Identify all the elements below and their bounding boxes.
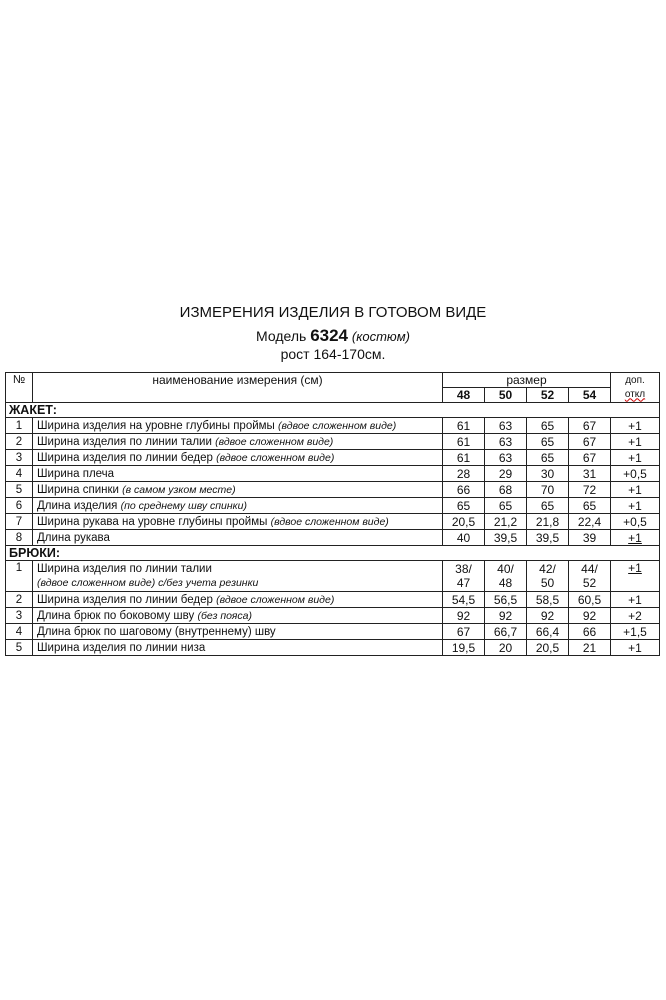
section-jacket bbox=[6, 403, 660, 418]
row-value: 67 bbox=[569, 418, 611, 434]
row-value: 92 bbox=[569, 608, 611, 624]
row-value: 29 bbox=[485, 466, 527, 482]
row-value: 65 bbox=[485, 498, 527, 514]
row-name-note: (вдвое сложенном виде) bbox=[278, 419, 397, 432]
jacket-row-1 bbox=[6, 418, 660, 434]
row-name-text: Ширина изделия по линии низа bbox=[37, 641, 206, 654]
row-value: 65 bbox=[527, 418, 569, 434]
row-name-text: Ширина изделия на уровне глубины проймы bbox=[37, 419, 275, 432]
row-name-note: (вдвое сложенном виде) bbox=[216, 451, 335, 464]
row-name bbox=[33, 530, 443, 546]
row-name-text: Ширина изделия по линии талии bbox=[37, 563, 212, 575]
row-value: 44/ 52 bbox=[569, 561, 611, 592]
row-number: 5 bbox=[6, 640, 33, 656]
row-number: 2 bbox=[6, 592, 33, 608]
row-number: 4 bbox=[6, 466, 33, 482]
row-tolerance: +1 bbox=[611, 640, 660, 656]
row-name bbox=[33, 434, 443, 450]
row-name-text: Ширина изделия по линии бедер bbox=[37, 593, 213, 606]
row-value: 65 bbox=[569, 498, 611, 514]
column-header-name: наименование измерения (см) bbox=[33, 373, 443, 403]
row-tolerance: +0,5 bbox=[611, 466, 660, 482]
size-54: 54 bbox=[569, 388, 611, 403]
section-pants-title: БРЮКИ: bbox=[6, 546, 660, 561]
row-name bbox=[33, 592, 443, 608]
row-name-note: (вдвое сложенном виде) bbox=[216, 593, 335, 606]
row-name-text: Длина брюк по шаговому (внутреннему) шву bbox=[37, 625, 276, 638]
row-value: 61 bbox=[443, 434, 485, 450]
row-value: 30 bbox=[527, 466, 569, 482]
model-note: (костюм) bbox=[351, 329, 410, 344]
row-tolerance: +1 bbox=[611, 434, 660, 450]
row-name-note: (вдвое сложенном виде) с/без учета резинки bbox=[37, 577, 259, 589]
row-value: 60,5 bbox=[569, 592, 611, 608]
row-value: 54,5 bbox=[443, 592, 485, 608]
jacket-row-7 bbox=[6, 514, 660, 530]
row-value: 63 bbox=[485, 450, 527, 466]
row-value: 67 bbox=[443, 624, 485, 640]
model-line bbox=[0, 326, 666, 346]
row-number: 1 bbox=[6, 561, 33, 592]
tolerance-label-line1: доп. bbox=[625, 374, 645, 386]
pants-row-5 bbox=[6, 640, 660, 656]
row-value: 21 bbox=[569, 640, 611, 656]
row-name-text: Ширина изделия по линии талии bbox=[37, 435, 212, 448]
row-value: 67 bbox=[569, 434, 611, 450]
row-name-note: (вдвое сложенном виде) bbox=[215, 435, 334, 448]
row-number: 2 bbox=[6, 434, 33, 450]
row-tolerance: +1 bbox=[611, 418, 660, 434]
size-50: 50 bbox=[485, 388, 527, 403]
row-value: 28 bbox=[443, 466, 485, 482]
row-value: 66 bbox=[569, 624, 611, 640]
jacket-row-3 bbox=[6, 450, 660, 466]
row-name bbox=[33, 624, 443, 640]
row-value: 20,5 bbox=[443, 514, 485, 530]
row-value: 92 bbox=[527, 608, 569, 624]
pants-row-4 bbox=[6, 624, 660, 640]
row-value: 21,8 bbox=[527, 514, 569, 530]
column-header-number: № bbox=[6, 373, 33, 403]
row-value: 39,5 bbox=[527, 530, 569, 546]
row-tolerance: +1 bbox=[611, 561, 660, 592]
row-value: 20 bbox=[485, 640, 527, 656]
row-tolerance: +2 bbox=[611, 608, 660, 624]
row-value: 58,5 bbox=[527, 592, 569, 608]
row-number: 7 bbox=[6, 514, 33, 530]
jacket-row-6 bbox=[6, 498, 660, 514]
row-value: 92 bbox=[443, 608, 485, 624]
row-value: 67 bbox=[569, 450, 611, 466]
row-name-text: Длина рукава bbox=[37, 531, 110, 544]
row-name-text: Ширина спинки bbox=[37, 483, 119, 496]
row-number: 1 bbox=[6, 418, 33, 434]
row-value: 61 bbox=[443, 418, 485, 434]
row-name-text: Ширина плеча bbox=[37, 467, 115, 480]
row-value: 40/ 48 bbox=[485, 561, 527, 592]
row-value: 68 bbox=[485, 482, 527, 498]
row-name-note: (без пояса) bbox=[197, 609, 252, 622]
row-number: 6 bbox=[6, 498, 33, 514]
row-name-note: (вдвое сложенном виде) bbox=[270, 515, 389, 528]
row-value: 92 bbox=[485, 608, 527, 624]
row-name bbox=[33, 418, 443, 434]
jacket-row-5 bbox=[6, 482, 660, 498]
row-value: 31 bbox=[569, 466, 611, 482]
row-value: 56,5 bbox=[485, 592, 527, 608]
row-tolerance: +1,5 bbox=[611, 624, 660, 640]
row-value: 72 bbox=[569, 482, 611, 498]
row-number: 4 bbox=[6, 624, 33, 640]
row-name bbox=[33, 640, 443, 656]
row-name bbox=[33, 514, 443, 530]
height-range: рост 164-170см. bbox=[280, 346, 386, 362]
row-name bbox=[33, 482, 443, 498]
row-name-text: Длина брюк по боковому шву bbox=[37, 609, 195, 622]
row-tolerance: +0,5 bbox=[611, 514, 660, 530]
model-number: 6324 bbox=[310, 326, 349, 345]
page-title: ИЗМЕРЕНИЯ ИЗДЕЛИЯ В ГОТОВОМ ВИДЕ bbox=[179, 304, 487, 321]
row-tolerance: +1 bbox=[611, 450, 660, 466]
row-tolerance: +1 bbox=[611, 592, 660, 608]
row-number: 3 bbox=[6, 450, 33, 466]
row-name bbox=[33, 498, 443, 514]
row-tolerance: +1 bbox=[611, 530, 660, 546]
row-value: 65 bbox=[443, 498, 485, 514]
row-value: 39 bbox=[569, 530, 611, 546]
row-value: 20,5 bbox=[527, 640, 569, 656]
row-value: 66,7 bbox=[485, 624, 527, 640]
size-48: 48 bbox=[443, 388, 485, 403]
row-name-text: Ширина изделия по линии бедер bbox=[37, 451, 213, 464]
row-number: 3 bbox=[6, 608, 33, 624]
row-name-note: (в самом узком месте) bbox=[122, 483, 236, 496]
jacket-row-2 bbox=[6, 434, 660, 450]
row-name bbox=[33, 561, 443, 592]
row-name bbox=[33, 450, 443, 466]
row-value: 40 bbox=[443, 530, 485, 546]
row-value: 63 bbox=[485, 418, 527, 434]
row-tolerance: +1 bbox=[611, 498, 660, 514]
row-value: 38/ 47 bbox=[443, 561, 485, 592]
table-body bbox=[6, 373, 660, 656]
row-name bbox=[33, 466, 443, 482]
row-value: 65 bbox=[527, 450, 569, 466]
row-name bbox=[33, 608, 443, 624]
section-jacket-title: ЖАКЕТ: bbox=[6, 403, 660, 418]
model-prefix: Модель bbox=[256, 328, 307, 344]
row-number: 8 bbox=[6, 530, 33, 546]
row-name-note: (по среднему шву спинки) bbox=[120, 499, 247, 512]
row-tolerance: +1 bbox=[611, 482, 660, 498]
column-header-tolerance bbox=[611, 373, 660, 403]
row-value: 39,5 bbox=[485, 530, 527, 546]
row-number: 5 bbox=[6, 482, 33, 498]
row-value: 63 bbox=[485, 434, 527, 450]
jacket-row-4 bbox=[6, 466, 660, 482]
row-value: 42/ 50 bbox=[527, 561, 569, 592]
row-name-text: Ширина рукава на уровне глубины проймы bbox=[37, 515, 268, 528]
row-value: 21,2 bbox=[485, 514, 527, 530]
pants-row-3 bbox=[6, 608, 660, 624]
row-value: 61 bbox=[443, 450, 485, 466]
column-header-size: размер bbox=[443, 373, 611, 388]
row-value: 19,5 bbox=[443, 640, 485, 656]
row-value: 22,4 bbox=[569, 514, 611, 530]
pants-row-1 bbox=[6, 561, 660, 592]
size-52: 52 bbox=[527, 388, 569, 403]
row-value: 66 bbox=[443, 482, 485, 498]
measurement-table bbox=[5, 372, 660, 656]
tolerance-label-line2: откл bbox=[624, 388, 646, 400]
row-value: 66,4 bbox=[527, 624, 569, 640]
row-value: 65 bbox=[527, 498, 569, 514]
jacket-row-8 bbox=[6, 530, 660, 546]
row-name-text: Длина изделия bbox=[37, 499, 118, 512]
header-row bbox=[6, 373, 660, 388]
section-pants bbox=[6, 546, 660, 561]
pants-row-2 bbox=[6, 592, 660, 608]
row-value: 65 bbox=[527, 434, 569, 450]
row-value: 70 bbox=[527, 482, 569, 498]
